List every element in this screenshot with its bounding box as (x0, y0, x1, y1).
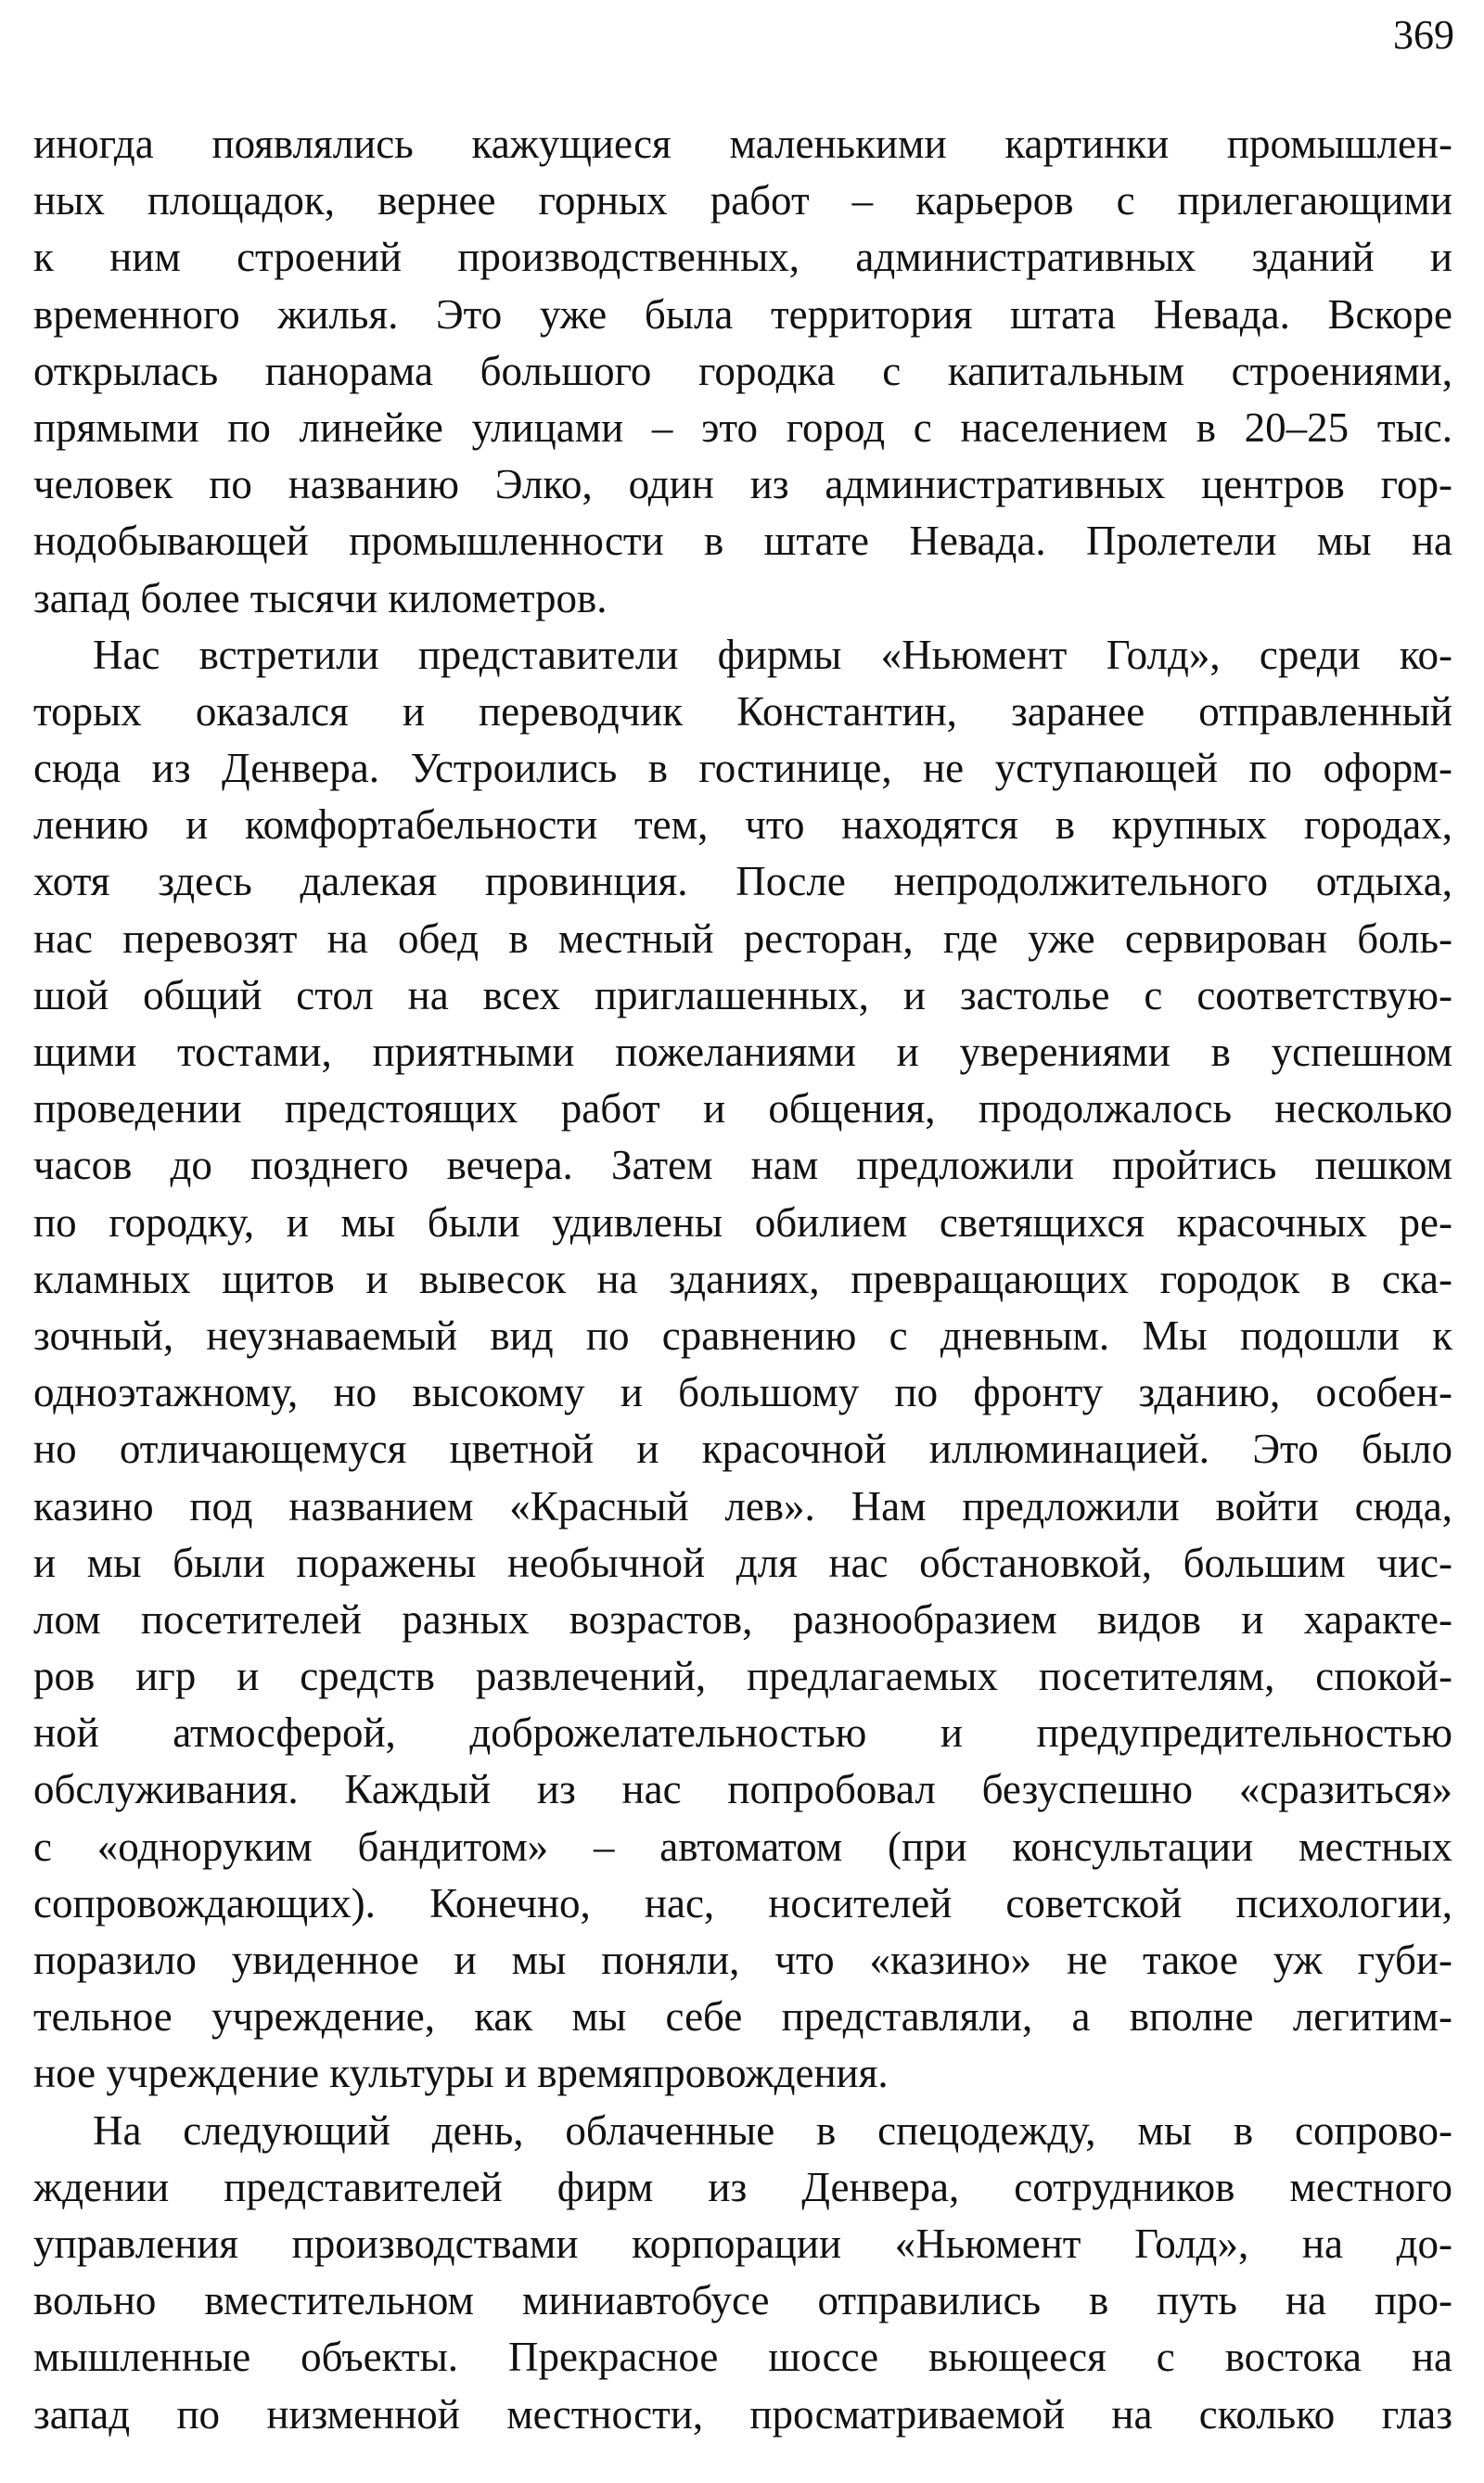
text-line: тельное учреждение, как мы себе представляли, а вполне легитим- (33, 1993, 1452, 2041)
text-line: иногда появлялись кажущиеся маленькими картинки промышлен- (33, 121, 1452, 167)
text-line: торых оказался и переводчик Константин, заранее отправленный (33, 687, 1452, 735)
text-line: сюда из Денвера. Устроились в гостинице, не уступающей по оформ- (33, 745, 1452, 792)
text-line: казино под названием «Красный лев». Нам предложили войти сюда, (33, 1482, 1452, 1529)
text-line: нас перевозят на обед в местный ресторан, где уже сервирован боль- (33, 915, 1452, 962)
text-line: На следующий день, облаченные в спецодежду, мы в сопрово- (93, 2106, 1452, 2154)
text-line: проведении предстоящих работ и общения, продолжалось несколько (33, 1085, 1452, 1133)
paragraph (33, 2103, 1452, 2443)
text-line: хотя здесь далекая провинция. После непродолжительного отдыха, (33, 858, 1452, 905)
text-line: поразило увиденное и мы поняли, что «казино» не такое уж губи- (33, 1937, 1452, 1983)
text-line: часов до позднего вечера. Затем нам предложили пройтись пешком (33, 1142, 1452, 1189)
paragraph (33, 116, 1452, 627)
text-line: человек по названию Элко, один из административных центров гор- (33, 461, 1452, 508)
text-line: зочный, неузнаваемый вид по сравнению с дневным. Мы подошли к (33, 1312, 1452, 1359)
text-line: с «одноруким бандитом» – автоматом (при консультации местных (33, 1823, 1452, 1870)
text-line: прямыми по линейке улицами – это город с населением в 20–25 тыс. (33, 403, 1452, 451)
paragraph (33, 627, 1452, 2103)
text-line: временного жилья. Это уже была территория штата Невада. Вскоре (33, 290, 1452, 338)
text-line: кламных щитов и вывесок на зданиях, превращающих городок в ска- (33, 1255, 1452, 1302)
text-line: запад по низменной местности, просматриваемой на сколько глаз (33, 2390, 1452, 2438)
page-number: 369 (1393, 12, 1454, 58)
text-line: к ним строений производственных, административных зданий и (33, 234, 1452, 281)
text-line: ное учреждение культуры и времяпровождения. (33, 2050, 889, 2097)
text-line: по городку, и мы были удивлены обилием светящихся красочных ре- (33, 1198, 1452, 1246)
text-line: запад более тысячи километров. (33, 574, 608, 621)
text-line: но отличающемуся цветной и красочной иллюминацией. Это было (33, 1426, 1452, 1473)
text-line: вольно вместительном миниавтобусе отправились в путь на про- (33, 2277, 1452, 2324)
text-line: открылась панорама большого городка с капитальным строениями, (33, 347, 1452, 394)
page-body-text (33, 116, 1452, 2443)
text-line: ров игр и средств развлечений, предлагаемых посетителям, спокой- (33, 1653, 1452, 1700)
text-line: управления производствами корпорации «Ньюмент Голд», на до- (33, 2220, 1452, 2267)
text-line: Нас встретили представители фирмы «Ньюмент Голд», среди ко- (93, 631, 1452, 678)
text-line: шой общий стол на всех приглашенных, и застолье с соответствую- (33, 971, 1452, 1018)
text-line: лом посетителей разных возрастов, разнообразием видов и характе- (33, 1595, 1452, 1643)
text-line: лению и комфортабельности тем, что находятся в крупных городах, (33, 801, 1452, 849)
text-line: ждении представителей фирм из Денвера, сотрудников местного (33, 2163, 1452, 2210)
text-line: щими тостами, приятными пожеланиями и уверениями в успешном (33, 1029, 1452, 1075)
text-line: одноэтажному, но высокому и большому по фронту зданию, особен- (33, 1369, 1452, 1416)
text-line: и мы были поражены необычной для нас обстановкой, большим чис- (33, 1539, 1452, 1586)
text-line: ной атмосферой, доброжелательностью и предупредительностью (33, 1709, 1452, 1757)
text-line: сопровождающих). Конечно, нас, носителей советской психологии, (33, 1879, 1452, 1926)
text-line: ных площадок, вернее горных работ – карьеров с прилегающими (33, 177, 1452, 224)
text-line: нодобывающей промышленности в штате Невада. Пролетели мы на (33, 518, 1452, 565)
text-line: мышленные объекты. Прекрасное шоссе вьющееся с востока на (33, 2334, 1452, 2381)
text-line: обслуживания. Каждый из нас попробовал безуспешно «сразиться» (33, 1766, 1452, 1813)
